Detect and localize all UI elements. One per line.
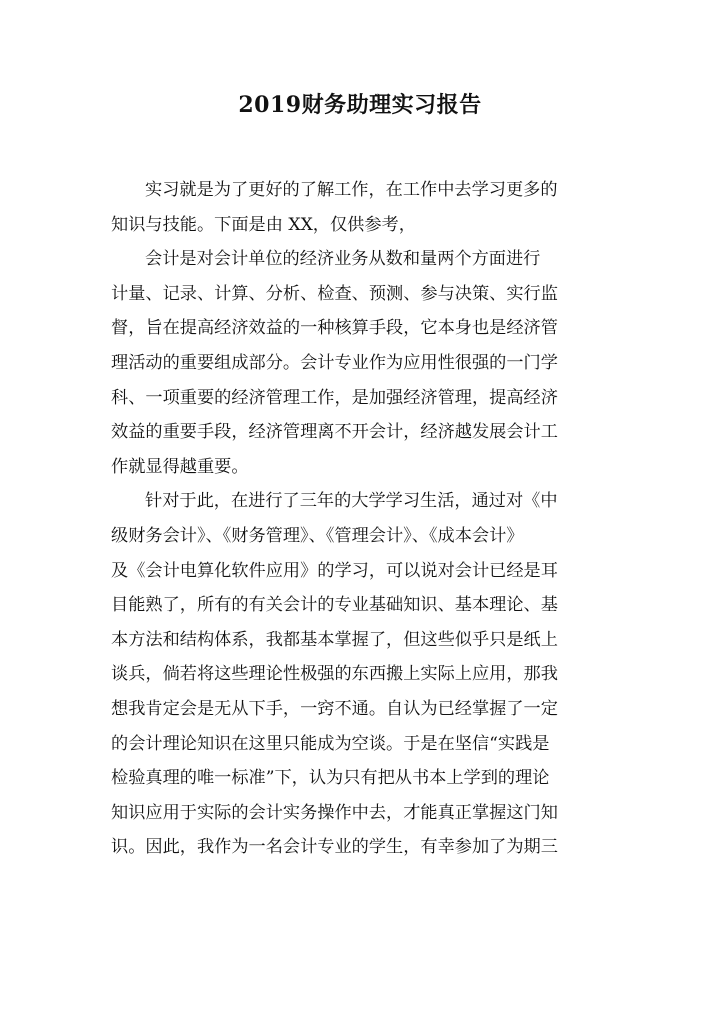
text-line: 知识与技能。下面是由 XX，仅供参考， (111, 214, 416, 235)
text-line: 识。因此，我作为一名会计专业的学生，有幸参加了为期三 (111, 837, 558, 858)
text-line: 想我肯定会是无从下手，一窍不通。自认为已经掌握了一定 (111, 698, 558, 719)
text-line: 知识应用于实际的会计实务操作中去，才能真正掌握这门知 (111, 802, 558, 823)
text-line: 目能熟了，所有的有关会计的专业基础知识、基本理论、基 (111, 595, 558, 616)
text-line: 会计是对会计单位的经济业务从数和量两个方面进行 (145, 249, 541, 270)
document-title: 2019财务助理实习报告 (238, 92, 482, 118)
text-line: 理活动的重要组成部分。会计专业作为应用性很强的一门学 (111, 352, 558, 373)
text-line: 的会计理论知识在这里只能成为空谈。于是在坚信“实践是 (111, 733, 550, 754)
text-line: 计量、记录、计算、分析、检查、预测、参与决策、实行监 (111, 283, 558, 304)
text-line: 及《会计电算化软件应用》的学习，可以说对会计已经是耳 (111, 560, 558, 581)
text-line: 本方法和结构体系，我都基本掌握了，但这些似乎只是纸上 (111, 629, 558, 650)
text-line: 作就显得越重要。 (111, 456, 249, 477)
text-line: 科、一项重要的经济管理工作，是加强经济管理，提高经济 (111, 387, 558, 408)
text-line: 谈兵，倘若将这些理论性极强的东西搬上实际上应用，那我 (111, 664, 558, 685)
text-line: 检验真理的唯一标准”下，认为只有把从书本上学到的理论 (111, 768, 550, 789)
text-line: 针对于此，在进行了三年的大学学习生活，通过对《中 (145, 491, 558, 512)
text-line: 效益的重要手段，经济管理离不开会计，经济越发展会计工 (111, 422, 558, 443)
text-line: 级财务会计》、《财务管理》、《管理会计》、《成本会计》 (111, 525, 524, 546)
text-line: 督，旨在提高经济效益的一种核算手段，它本身也是经济管 (111, 318, 558, 339)
document-body (111, 173, 611, 865)
text-line: 实习就是为了更好的了解工作，在工作中去学习更多的 (145, 180, 558, 200)
